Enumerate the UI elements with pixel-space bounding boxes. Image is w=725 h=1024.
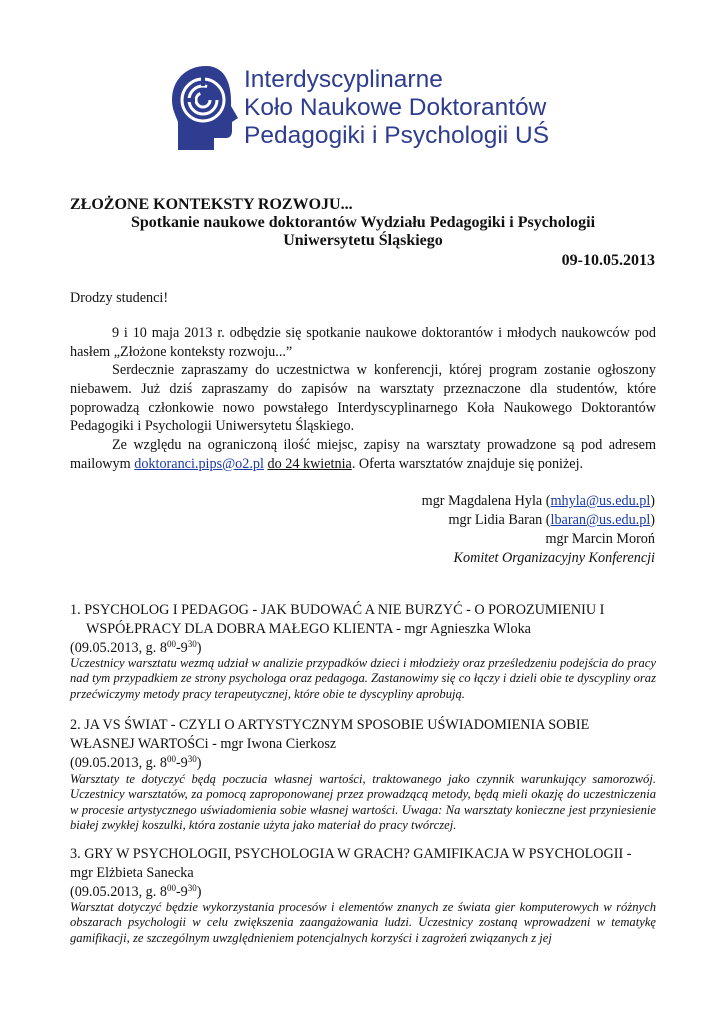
time-text: ) xyxy=(196,640,202,656)
signature-moron: mgr Marcin Moroń xyxy=(545,531,655,547)
document-subtitle-line-2: Uniwersytetu Śląskiego xyxy=(283,232,443,249)
signature-hyla xyxy=(422,492,655,511)
time-text: (09.05.2013, g. 8 xyxy=(70,884,167,900)
time-text: (09.05.2013, g. 8 xyxy=(70,640,167,656)
signature-name: mgr Lidia Baran ( xyxy=(448,512,551,528)
registration-text-end: . Oferta warsztatów znajduje się poniżej. xyxy=(351,455,584,472)
time-minutes: 30 xyxy=(187,883,197,893)
signature-close: ) xyxy=(650,512,655,528)
committee-text: Komitet Organizacyjny Konferencji xyxy=(453,550,655,566)
time-text: (09.05.2013, g. 8 xyxy=(70,755,167,771)
time-minutes: 00 xyxy=(166,754,176,764)
workshop-2-time xyxy=(70,754,656,773)
signature-close: ) xyxy=(650,493,655,509)
workshop-title-line: 2. JA VS ŚWIAT - CZYLI O ARTYSTYCZNYM SPOSOBIE UŚWIADOMIENIA SOBIE xyxy=(70,717,590,733)
paragraph-invitation: Serdecznie zapraszamy do uczestnictwa w konferencji, której program zostanie ogłoszony niebawem. Już dziś zapraszamy do zapisów na warsztaty przeznaczone dla studentów, które poprowadzą członkowie nowo powstałego Interdyscyplinarnego Koła Naukowego Doktorantów Pedagogiki i Psychologii Uniwersytetu Śląskiego. xyxy=(70,362,656,435)
greeting: Drodzy studenci! xyxy=(70,290,169,306)
signature-baran xyxy=(448,511,655,530)
logo-wordmark xyxy=(244,66,549,150)
workshop-2-description: Warsztaty te dotyczyć będą poczucia własnej wartości, traktowanego jako czynnik warunkujący samorozwój. Uczestnicy warsztatów, za pomocą zaproponowanej przez prowadzącą metody, będą mieli okazję do uczestniczenia w procesie artystycznego uświadomienia sobie własnej wartości. Uwaga: Na warsztaty konieczne jest przyniesienie białej zwykłej koszulki, która zostanie użyta jako materiał do pracy twórczej. xyxy=(70,772,656,833)
workshop-title-line: WSPÓŁPRACY DLA DOBRA MAŁEGO KLIENTA - mgr Agnieszka Wloka xyxy=(86,621,531,637)
time-text: ) xyxy=(196,755,202,771)
time-minutes: 30 xyxy=(187,639,197,649)
paragraph-announcement: 9 i 10 maja 2013 r. odbędzie się spotkanie naukowe doktorantów i młodych naukowców pod hasłem „Złożone konteksty rozwoju...” xyxy=(70,325,656,360)
workshop-title-line: 3. GRY W PSYCHOLOGII, PSYCHOLOGIA W GRACH? GAMIFIKACJA W PSYCHOLOGII - xyxy=(70,846,632,862)
event-date: 09-10.05.2013 xyxy=(561,252,655,269)
workshop-title-line: 1. PSYCHOLOG I PEDAGOG - JAK BUDOWAĆ A NIE BURZYĆ - O POROZUMIENIU I xyxy=(70,602,605,618)
email-link-baran[interactable]: lbaran@us.edu.pl xyxy=(550,512,651,528)
time-text: -9 xyxy=(175,884,188,900)
workshop-title-line: WŁASNEJ WARTOŚCi - mgr Iwona Cierkosz xyxy=(70,736,337,752)
registration-email-link[interactable]: doktoranci.pips@o2.pl xyxy=(134,455,264,472)
document-title: ZŁOŻONE KONTEKSTY ROZWOJU... xyxy=(70,196,353,213)
time-minutes: 00 xyxy=(166,639,176,649)
logo-line-3: Pedagogiki i Psychologii UŚ xyxy=(244,122,550,149)
email-link-hyla[interactable]: mhyla@us.edu.pl xyxy=(550,493,651,509)
logo-line-1: Interdyscyplinarne xyxy=(244,66,443,93)
time-minutes: 00 xyxy=(166,883,176,893)
document-subtitle-line-1: Spotkanie naukowe doktorantów Wydziału Pedagogiki i Psychologii xyxy=(130,214,596,231)
workshop-title-line: mgr Elżbieta Sanecka xyxy=(70,865,194,881)
logo xyxy=(168,62,568,154)
registration-text: Ze względu na ograniczoną ilość miejsc, zapisy na warsztaty prowadzone są pod adresem mailowym xyxy=(70,437,656,472)
workshop-1-description: Uczestnicy warsztatu wezmą udział w analizie przypadków dzieci i młodzieży oraz prześledzeniu podejścia do pracy nad tym przypadkiem ze strony psychologa oraz pedagoga. Zastanowimy się co łączy i dzieli obie te dyscypliny oraz przećwiczymy metody pracy terapeutycznej, które obie te dyscypliny aprobują. xyxy=(70,656,656,701)
time-text: ) xyxy=(196,884,202,900)
time-text: -9 xyxy=(175,755,188,771)
workshop-1-title xyxy=(70,601,656,658)
workshop-3-description: Warsztat dotyczyć będzie wykorzystania procesów i elementów znanych ze świata gier komputerowych w różnych obszarach psychologii w celu zwiększenia zaangażowania ludzi. Uczestnicy zostaną wprowadzeni w tematykę gamifikacji, ze szczególnym uwzględnieniem potencjalnych korzyści i zagrożeń związanych z jej xyxy=(70,900,656,945)
paragraph-registration xyxy=(70,436,656,474)
head-maze-icon xyxy=(168,62,240,154)
logo-line-2: Koło Naukowe Doktorantów xyxy=(244,94,547,121)
time-minutes: 30 xyxy=(187,754,197,764)
registration-deadline: do 24 kwietnia xyxy=(267,455,352,472)
workshop-2-title xyxy=(70,716,656,773)
signature-name: mgr Magdalena Hyla ( xyxy=(421,493,551,509)
time-text: -9 xyxy=(175,640,188,656)
committee-label xyxy=(454,549,655,568)
workshop-3-title xyxy=(70,845,656,902)
